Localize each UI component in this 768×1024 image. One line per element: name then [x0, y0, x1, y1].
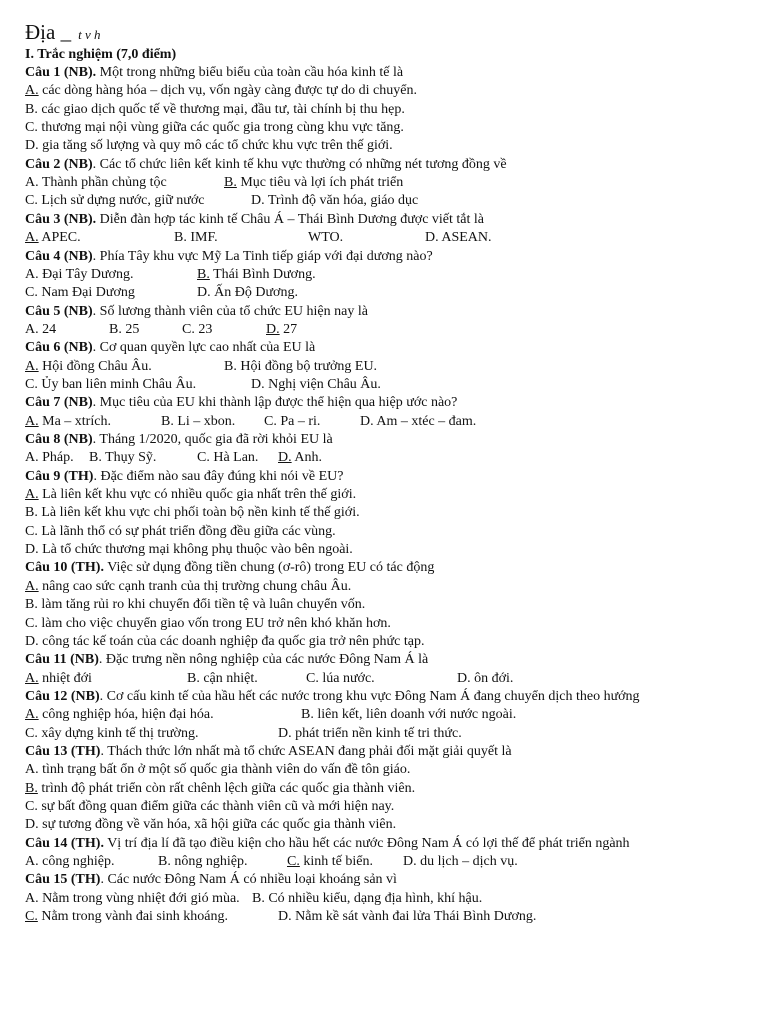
option-text: 25 — [121, 321, 140, 337]
option-letter: D. — [197, 285, 211, 301]
option — [251, 376, 381, 394]
option — [25, 596, 365, 614]
option-letter: A. — [25, 450, 39, 466]
option-text: Li – xbon. — [173, 413, 236, 429]
question-stem — [25, 431, 333, 449]
option-letter: C. — [25, 285, 38, 301]
answer-option — [197, 266, 316, 284]
option-text: xây dựng kinh tế thị trường. — [37, 725, 199, 741]
option — [301, 706, 516, 724]
option-text: các giao dịch quốc tế về thương mại, đầu tư, tài chính bị thu hẹp. — [37, 101, 405, 117]
option-text: nâng cao sức cạnh tranh của thị trường chung châu Âu. — [38, 578, 352, 594]
option — [25, 523, 336, 541]
option — [174, 229, 218, 247]
option-text: gia tăng số lượng và quy mô các tổ chức khu vực trên thế giới. — [38, 138, 393, 154]
option — [25, 376, 196, 394]
answer-option — [224, 174, 403, 192]
option-letter: C. — [25, 725, 38, 741]
option-text: Nghị viện Châu Âu. — [264, 376, 381, 392]
option-letter: C. — [264, 413, 277, 429]
question-stem — [25, 688, 640, 706]
question-stem — [25, 468, 343, 486]
question-stem — [25, 156, 507, 174]
option — [25, 725, 198, 743]
option — [278, 908, 536, 926]
question-text: . Số lương thành viên của tổ chức EU hiện nay là — [92, 303, 368, 319]
question-text: Việc sử dụng đồng tiền chung (ơ-rô) trong EU có tác động — [103, 560, 435, 576]
option-text: làm cho việc chuyển giao vốn trong EU trở nên khó khăn hơn. — [37, 615, 391, 631]
option-letter: D. — [360, 413, 374, 429]
question-text: . Phía Tây khu vực Mỹ La Tinh tiếp giáp với đại dương nào? — [92, 248, 433, 264]
question-stem — [25, 64, 403, 82]
option — [25, 192, 205, 210]
option-letter: C. — [182, 321, 195, 337]
option-text: sự bất đồng quan điểm giữa các thành viên cũ và mới hiện nay. — [37, 799, 395, 814]
question-label: Câu 9 (TH) — [25, 468, 94, 484]
option-text: Am – xtéc – đam. — [373, 413, 477, 429]
page-header — [25, 20, 100, 46]
question-label: Câu 10 (TH). — [25, 560, 104, 576]
option-letter: B. — [161, 413, 174, 429]
option-text: Thái Bình Dương. — [209, 266, 316, 282]
option-letter: A. — [25, 413, 39, 429]
option-letter: A. — [25, 230, 39, 246]
option — [25, 174, 167, 192]
question-text: . Các tổ chức liên kết kinh tế khu vực thường có những nét tương đồng về — [92, 156, 507, 172]
question-label: Câu 3 (NB). — [25, 211, 97, 227]
option-text: Là liên kết khu vực chi phối toàn bộ nền kinh tế thế giới. — [37, 505, 360, 521]
question-stem — [25, 248, 433, 266]
option-letter: C. — [25, 193, 38, 209]
option-text: Nam Đại Dương — [37, 285, 135, 301]
answer-option — [25, 82, 417, 100]
option — [89, 449, 156, 467]
option-text: công nghiệp. — [38, 854, 115, 870]
question-stem — [25, 211, 484, 229]
question-label: Câu 8 (NB) — [25, 432, 93, 447]
option-text: thương mại nội vùng giữa các quốc gia trong cùng khu vực tăng. — [37, 120, 404, 136]
option-text: sự tương đồng về văn hóa, xã hội giữa các quốc gia thành viên. — [38, 817, 397, 833]
option — [278, 725, 462, 743]
option — [25, 853, 114, 871]
option-text: Lịch sử dựng nước, giữ nước — [37, 193, 205, 209]
option-letter: B. — [252, 890, 265, 906]
option — [224, 358, 377, 376]
option-letter: B. — [25, 101, 38, 117]
question-stem — [25, 303, 368, 321]
answer-option — [25, 486, 356, 504]
question-label: Câu 7 (NB) — [25, 395, 93, 411]
option-text: Ma – xtrích. — [38, 413, 111, 429]
answer-option — [278, 449, 322, 467]
question-label: Câu 11 (NB) — [25, 652, 99, 668]
option-letter: B. — [197, 266, 210, 282]
option — [25, 798, 394, 816]
option — [158, 853, 247, 871]
option-text: IMF. — [186, 230, 218, 246]
option-text: Hội đồng bộ trưởng EU. — [236, 358, 378, 374]
option-letter: B. — [25, 505, 38, 521]
option — [25, 321, 56, 339]
option-text: cận nhiệt. — [199, 670, 258, 686]
question-stem — [25, 651, 428, 669]
option — [25, 284, 135, 302]
option-text: Là lãnh thổ có sự phát triển đồng đều giữa các vùng. — [37, 523, 336, 539]
option-letter: C. — [25, 376, 38, 392]
question-stem — [25, 871, 397, 889]
option — [403, 853, 518, 871]
option-letter: D. — [251, 376, 265, 392]
answer-option — [25, 706, 214, 724]
option-text: Pháp. — [38, 450, 74, 466]
option — [25, 541, 353, 559]
option — [25, 119, 404, 137]
option — [25, 890, 240, 908]
answer-option — [25, 670, 92, 688]
option-text: Hà Lan. — [209, 450, 259, 466]
question-label: Câu 6 (NB) — [25, 340, 93, 356]
option-letter: D. — [25, 138, 39, 154]
option-text: tình trạng bất ổn ở một số quốc gia thành viên do vấn đề tôn giáo. — [38, 762, 411, 778]
option-letter: D. — [25, 542, 39, 558]
question-text: . Mục tiêu của EU khi thành lập được thể hiện qua hiệp ước nào? — [92, 395, 458, 411]
option — [25, 137, 393, 155]
option — [308, 229, 343, 247]
option-text: trình độ phát triển còn rất chênh lệch giữa các quốc gia thành viên. — [37, 780, 416, 796]
option-letter: C. — [25, 909, 38, 925]
option-text: Anh. — [291, 450, 322, 466]
option-letter: D. — [25, 817, 39, 833]
option-letter: C. — [25, 523, 38, 539]
option-letter: A. — [25, 358, 39, 374]
option-letter: A. — [25, 890, 39, 906]
section-heading: I. Trắc nghiệm (7,0 điểm) — [25, 47, 177, 62]
option — [264, 413, 320, 431]
option-text: Là tổ chức thương mại không phụ thuộc vào bên ngoài. — [38, 542, 353, 558]
question-label: Câu 13 (TH) — [25, 743, 101, 759]
option-letter: D. — [278, 450, 292, 466]
option-text: 23 — [194, 321, 213, 337]
question-label: Câu 4 (NB) — [25, 248, 93, 264]
question-text: . Cơ quan quyền lực cao nhất của EU là — [92, 340, 316, 356]
option-text: APEC. — [38, 230, 81, 246]
option-letter: C. — [197, 450, 210, 466]
option-text: Pa – ri. — [276, 413, 321, 429]
option-text: Nằm kề sát vành đai lửa Thái Bình Dương. — [291, 909, 537, 925]
option-text: Trình độ văn hóa, giáo dục — [264, 193, 419, 209]
option-letter: A. — [25, 762, 39, 778]
question-stem — [25, 394, 457, 412]
question-stem — [25, 559, 434, 577]
option-letter: A. — [25, 578, 39, 594]
option-text: Ấn Độ Dương. — [210, 285, 298, 301]
question-label: Câu 2 (NB) — [25, 156, 93, 172]
option — [25, 101, 405, 119]
question-text: . Cơ cấu kinh tế của hầu hết các nước trong khu vực Đông Nam Á đang chuyển dịch theo hướng — [99, 688, 640, 704]
option-letter: A. — [25, 707, 39, 723]
option-text: nhiệt đới — [38, 670, 92, 686]
option — [161, 413, 235, 431]
option-letter: B. — [301, 707, 314, 723]
option-text: liên kết, liên doanh với nước ngoài. — [313, 707, 517, 723]
answer-option — [266, 321, 297, 339]
option — [25, 761, 410, 779]
page-title: Địa — [25, 20, 56, 44]
option-letter: D. — [425, 230, 439, 246]
option-text: các dòng hàng hóa – dịch vụ, vốn ngày càng được tự do di chuyển. — [38, 83, 417, 99]
option — [252, 890, 482, 908]
option — [182, 321, 212, 339]
option-letter: D. — [278, 725, 292, 741]
option-letter: C. — [25, 120, 38, 136]
option-text: ASEAN. — [438, 230, 492, 246]
option — [25, 449, 74, 467]
option-text: 27 — [279, 321, 298, 337]
option-text: Là liên kết khu vực có nhiều quốc gia nhất trên thế giới. — [38, 487, 357, 503]
question-label: Câu 15 (TH) — [25, 872, 101, 888]
option-text: Hội đồng Châu Âu. — [38, 358, 152, 374]
question-stem — [25, 339, 315, 357]
option-letter: D. — [457, 670, 471, 686]
option-letter: B. — [25, 597, 38, 613]
option-text: phát triển nền kinh tế tri thức. — [291, 725, 462, 741]
question-label: Câu 5 (NB) — [25, 303, 93, 319]
option-letter: A. — [25, 266, 39, 282]
option — [109, 321, 139, 339]
option — [187, 670, 258, 688]
option-letter: A. — [25, 487, 39, 503]
title-separator: _ — [55, 20, 72, 44]
option — [306, 670, 375, 688]
option — [25, 633, 424, 651]
answer-option — [25, 413, 111, 431]
option-letter: B. — [158, 854, 171, 870]
option-text: Có nhiều kiểu, dạng địa hình, khí hậu. — [264, 890, 483, 906]
answer-option — [25, 229, 81, 247]
option — [25, 816, 396, 834]
option-text: Nằm trong vành đai sinh khoáng. — [37, 909, 228, 925]
option-text: ôn đới. — [470, 670, 514, 686]
option-letter: B. — [109, 321, 122, 337]
option-text: du lịch – dịch vụ. — [416, 854, 518, 870]
option-letter: A. — [25, 175, 39, 191]
question-stem — [25, 835, 630, 853]
option — [25, 504, 360, 522]
option-text: Nằm trong vùng nhiệt đới gió mùa. — [38, 890, 240, 906]
option — [25, 615, 391, 633]
option-letter: A. — [25, 670, 39, 686]
option-text: Thụy Sỹ. — [101, 450, 157, 466]
option-letter: D. — [266, 321, 280, 337]
question-stem — [25, 743, 512, 761]
option-letter: B. — [25, 780, 38, 796]
option-letter: D. — [278, 909, 292, 925]
option — [197, 284, 298, 302]
option — [197, 449, 258, 467]
option-text: Mục tiêu và lợi ích phát triển — [236, 175, 404, 191]
option-text: 24 — [38, 321, 57, 337]
answer-option — [25, 780, 415, 798]
question-text: Vị trí địa lí đã tạo điều kiện cho hầu hết các nước Đông Nam Á có lợi thế để phát triển ngành — [103, 835, 630, 851]
option-text: công nghiệp hóa, hiện đại hóa. — [38, 707, 214, 723]
option-letter: D. — [251, 193, 265, 209]
option — [360, 413, 476, 431]
page-subtitle: t v h — [78, 27, 101, 42]
option-text: Ủy ban liên minh Châu Âu. — [37, 376, 197, 392]
question-text: . Thách thức lớn nhất mà tổ chức ASEAN đang phải đối mặt giải quyết là — [100, 743, 512, 759]
option-text: công tác kế toán của các doanh nghiệp đa quốc gia trở nên phức tạp. — [38, 633, 425, 649]
option-letter: A. — [25, 854, 39, 870]
answer-option — [25, 908, 228, 926]
option-letter: A. — [25, 83, 39, 99]
answer-option — [25, 578, 351, 596]
option-letter: A. — [25, 321, 39, 337]
option-letter: B. — [174, 230, 187, 246]
question-label: Câu 1 (NB). — [25, 65, 97, 80]
answer-option — [25, 358, 152, 376]
question-text: . Các nước Đông Nam Á có nhiều loại khoáng sản vì — [100, 872, 397, 888]
option-text: WTO. — [308, 230, 344, 246]
option-letter: B. — [224, 175, 237, 191]
option-letter: D. — [25, 633, 39, 649]
option-letter: C. — [306, 670, 319, 686]
option-letter: B. — [187, 670, 200, 686]
option-letter: C. — [287, 854, 300, 870]
option-letter: D. — [403, 854, 417, 870]
option-text: lúa nước. — [318, 670, 375, 686]
question-label: Câu 14 (TH). — [25, 835, 104, 851]
option-text: làm tăng rủi ro khi chuyển đổi tiền tệ và luân chuyển vốn. — [37, 597, 366, 613]
option-text: kinh tế biển. — [299, 854, 373, 870]
question-text: Một trong những biểu biểu của toàn cầu hóa kinh tế là — [96, 65, 404, 80]
option-letter: B. — [224, 358, 237, 374]
option-letter: C. — [25, 799, 38, 814]
option — [25, 266, 133, 284]
question-text: Diễn đàn hợp tác kinh tế Châu Á – Thái Bình Dương được viết tắt là — [96, 211, 485, 227]
option-letter: C. — [25, 615, 38, 631]
question-text: . Đặc trưng nền nông nghiệp của các nước Đông Nam Á là — [98, 652, 429, 668]
option-text: Đại Tây Dương. — [38, 266, 134, 282]
question-label: Câu 12 (NB) — [25, 688, 100, 704]
question-text: . Tháng 1/2020, quốc gia đã rời khỏi EU là — [92, 432, 333, 447]
option-text: nông nghiệp. — [170, 854, 248, 870]
question-text: . Đặc điểm nào sau đây đúng khi nói về EU? — [93, 468, 344, 484]
option — [457, 670, 513, 688]
answer-option — [287, 853, 373, 871]
option-letter: B. — [89, 450, 102, 466]
option-text: Thành phần chủng tộc — [38, 175, 167, 191]
option — [425, 229, 492, 247]
option — [251, 192, 418, 210]
